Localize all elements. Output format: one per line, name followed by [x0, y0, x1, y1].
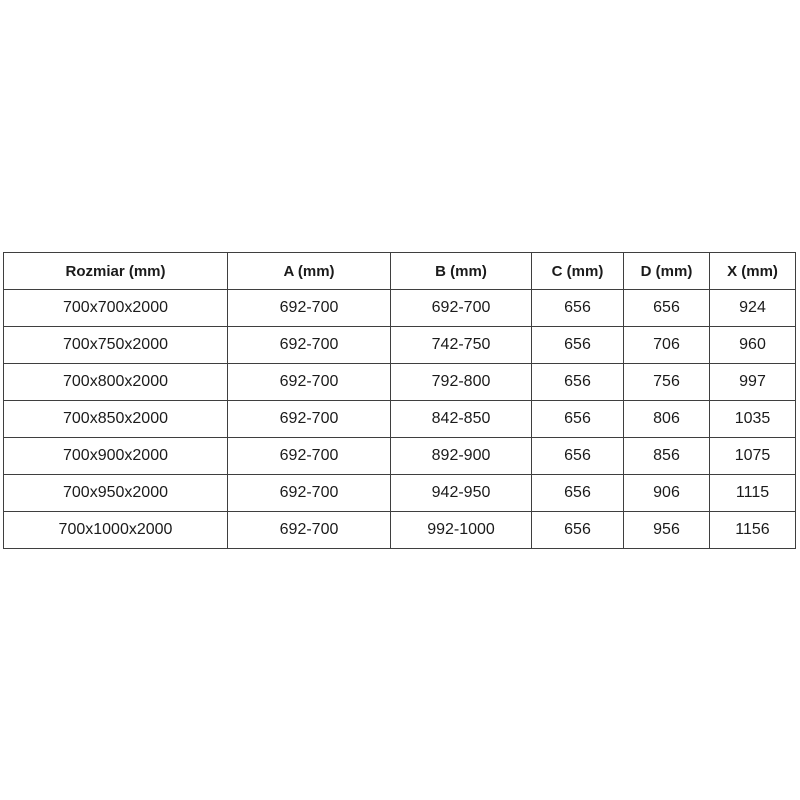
table-cell: 700x750x2000: [4, 327, 228, 364]
table-header-row: [4, 253, 796, 290]
dimensions-table: [3, 252, 796, 549]
table-cell: 692-700: [228, 475, 391, 512]
table-cell: 1115: [710, 475, 796, 512]
table-row: [4, 327, 796, 364]
table-cell: 924: [710, 290, 796, 327]
table-row: [4, 475, 796, 512]
table-cell: 656: [532, 327, 624, 364]
header-cell-c: C (mm): [532, 253, 624, 290]
table-cell: 756: [624, 364, 710, 401]
table-cell: 656: [532, 512, 624, 549]
table-cell: 692-700: [228, 290, 391, 327]
table-row: [4, 438, 796, 475]
table-cell: 1075: [710, 438, 796, 475]
table-cell: 956: [624, 512, 710, 549]
table-cell: 692-700: [391, 290, 532, 327]
table-cell: 692-700: [228, 512, 391, 549]
table-cell: 842-850: [391, 401, 532, 438]
table-cell: 960: [710, 327, 796, 364]
table-cell: 656: [532, 290, 624, 327]
table-cell: 700x850x2000: [4, 401, 228, 438]
table-cell: 700x1000x2000: [4, 512, 228, 549]
header-cell-d: D (mm): [624, 253, 710, 290]
table-cell: 692-700: [228, 438, 391, 475]
table-cell: 997: [710, 364, 796, 401]
table-row: [4, 401, 796, 438]
table-row: [4, 290, 796, 327]
table-cell: 700x800x2000: [4, 364, 228, 401]
table-cell: 656: [532, 401, 624, 438]
table-cell: 700x700x2000: [4, 290, 228, 327]
table-cell: 1035: [710, 401, 796, 438]
table-row: [4, 512, 796, 549]
table-cell: 992-1000: [391, 512, 532, 549]
header-cell-a: A (mm): [228, 253, 391, 290]
table-cell: 656: [532, 364, 624, 401]
table-cell: 700x900x2000: [4, 438, 228, 475]
table-cell: 806: [624, 401, 710, 438]
table-cell: 906: [624, 475, 710, 512]
table-cell: 692-700: [228, 327, 391, 364]
table-cell: 706: [624, 327, 710, 364]
header-cell-rozmiar: Rozmiar (mm): [4, 253, 228, 290]
table-cell: 700x950x2000: [4, 475, 228, 512]
table-cell: 656: [532, 438, 624, 475]
table-cell: 892-900: [391, 438, 532, 475]
table-cell: 792-800: [391, 364, 532, 401]
header-cell-x: X (mm): [710, 253, 796, 290]
table-row: [4, 364, 796, 401]
table-cell: 692-700: [228, 401, 391, 438]
header-cell-b: B (mm): [391, 253, 532, 290]
table-cell: 856: [624, 438, 710, 475]
table-cell: 656: [624, 290, 710, 327]
table-cell: 942-950: [391, 475, 532, 512]
table-cell: 692-700: [228, 364, 391, 401]
table-cell: 742-750: [391, 327, 532, 364]
table-cell: 1156: [710, 512, 796, 549]
table-cell: 656: [532, 475, 624, 512]
